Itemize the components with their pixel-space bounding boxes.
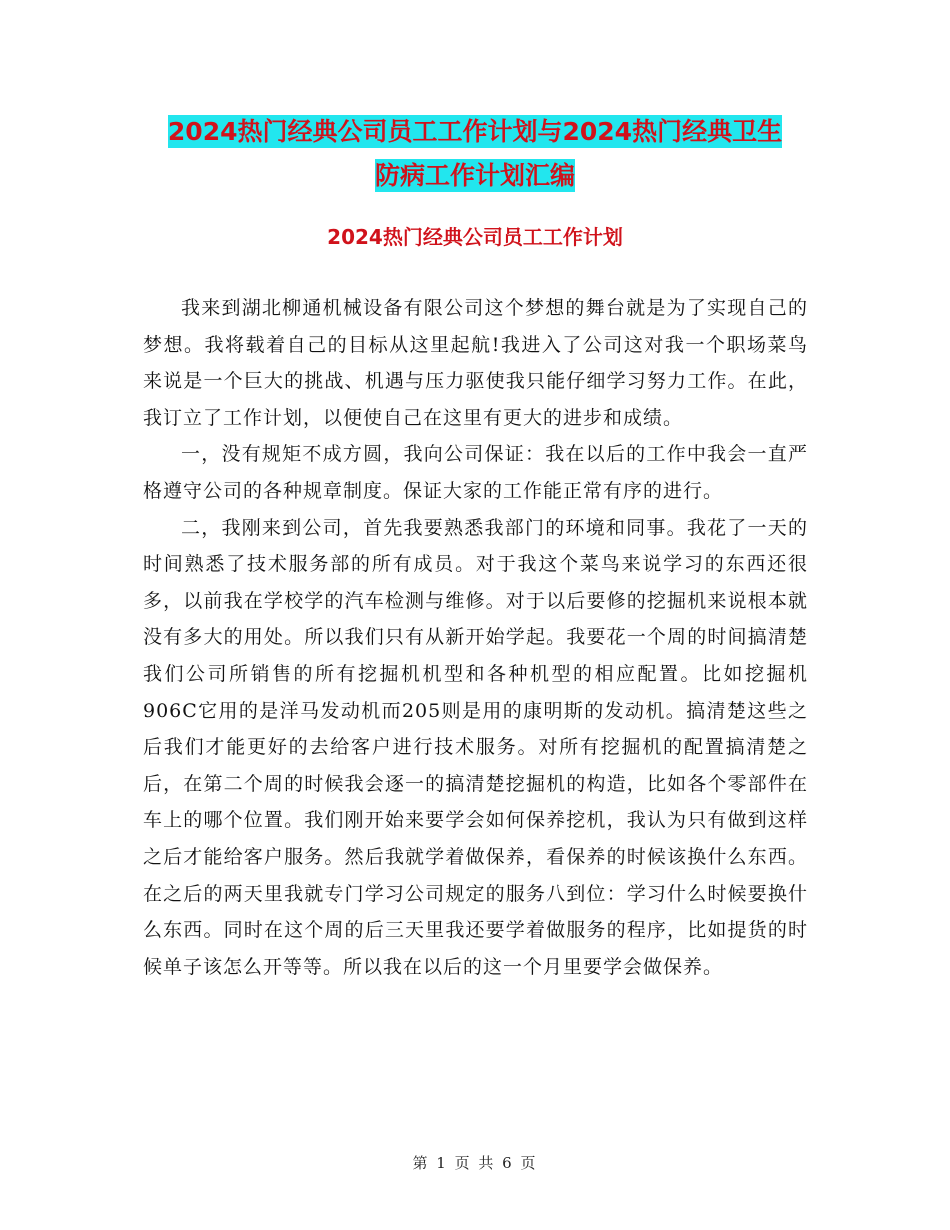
document-body xyxy=(143,290,808,985)
title-highlight: 防病工作计划汇编 xyxy=(374,161,575,190)
section-title: 2024热门经典公司员工工作计划 xyxy=(327,225,623,249)
page-footer: 第 1 页 共 6 页 xyxy=(412,1154,538,1172)
paragraph: 我来到湖北柳通机械设备有限公司这个梦想的舞台就是为了实现自己的梦想。我将载着自己的目标从这里起航!我进入了公司这对我一个职场菜鸟来说是一个巨大的挑战、机遇与压力驱使我只能仔细学习努力工作。在此，我订立了工作计划，以便使自己在这里有更大的进步和成绩。 xyxy=(143,297,808,429)
paragraph: 一，没有规矩不成方圆，我向公司保证：我在以后的工作中我会一直严格遵守公司的各种规章制度。保证大家的工作能正常有序的进行。 xyxy=(143,443,808,502)
document-title-line-1 xyxy=(0,110,950,154)
paragraph: 二，我刚来到公司，首先我要熟悉我部门的环境和同事。我花了一天的时间熟悉了技术服务部的所有成员。对于我这个菜鸟来说学习的东西还很多，以前我在学校学的汽车检测与维修。对于以后要修的挖掘机来说根本就没有多大的用处。所以我们只有从新开始学起。我要花一个周的时间搞清楚我们公司所销售的所有挖掘机机型和各种机型的相应配置。比如挖掘机906C它用的是洋马发动机而205则是用的康明斯的发动机。搞清楚这些之后我们才能更好的去给客户进行技术服务。对所有挖掘机的配置搞清楚之后，在第二个周的时候我会逐一的搞清楚挖掘机的构造，比如各个零部件在车上的哪个位置。我们刚开始来要学会如何保养挖机，我认为只有做到这样之后才能给客户服务。然后我就学着做保养，看保养的时候该换什么东西。在之后的两天里我就专门学习公司规定的服务八到位：学习什么时候要换什么东西。同时在这个周的后三天里我还要学着做服务的程序，比如提货的时候单子该怎么开等等。所以我在以后的这一个月里要学会做保养。 xyxy=(143,516,808,978)
title-highlight: 2024热门经典公司员工工作计划与2024热门经典卫生 xyxy=(167,117,783,146)
document-title-line-2 xyxy=(0,154,950,198)
